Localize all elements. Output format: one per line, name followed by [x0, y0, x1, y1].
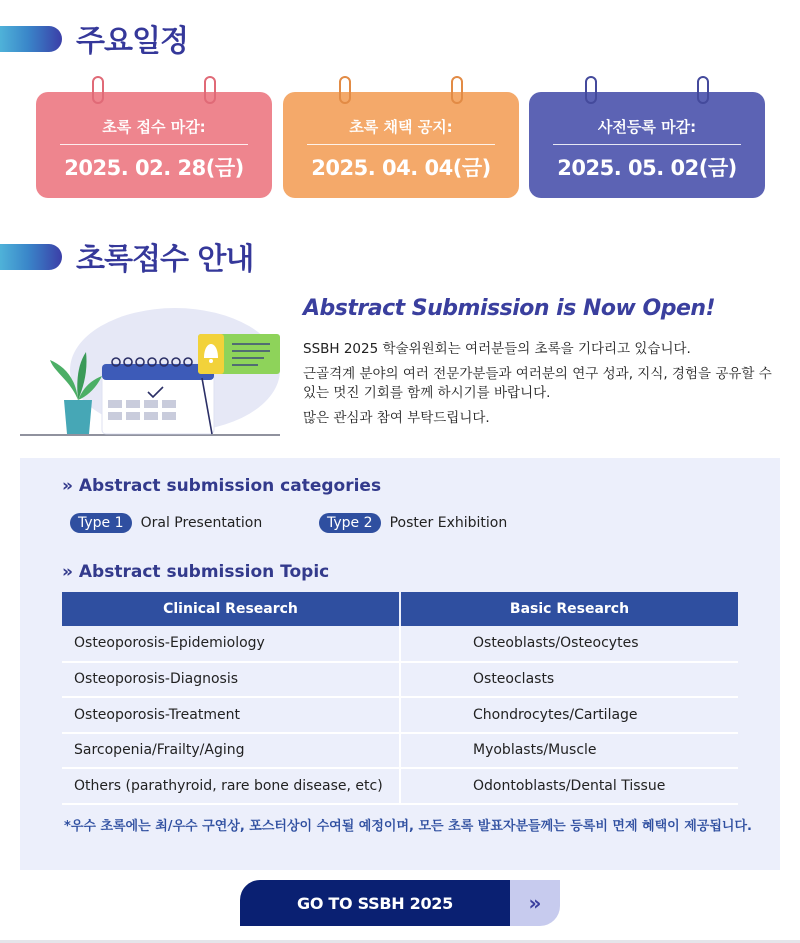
calendar-ring-icon	[585, 76, 597, 104]
card-label: 초록 접수 마감:	[102, 118, 206, 136]
intro-paragraph: 근골격계 분야의 여러 전문가분들과 여러분의 연구 성과, 지식, 경험을 공유할 수 있는 멋진 기회를 함께 하시기를 바랍니다.	[303, 366, 772, 401]
categories-heading: » Abstract submission categories	[62, 476, 382, 496]
calendar-illustration	[20, 300, 290, 440]
card-divider	[553, 144, 741, 145]
card-date: 2025. 05. 02(금)	[557, 156, 737, 180]
submission-title: 초록접수 안내	[76, 242, 254, 277]
card-label: 초록 채택 공지:	[349, 118, 453, 136]
table-row	[62, 768, 738, 804]
submission-info-box	[20, 458, 780, 870]
calendar-ring-icon	[92, 76, 104, 104]
type-text: Oral Presentation	[140, 515, 263, 531]
abstract-headline: Abstract Submission is Now Open!	[303, 296, 716, 321]
topics-table	[62, 592, 738, 805]
column-header-basic: Basic Research	[400, 592, 738, 626]
table-cell: Osteoblasts/Osteocytes	[400, 626, 738, 662]
table-cell: Osteoporosis-Epidemiology	[62, 626, 400, 662]
cta-label[interactable]: GO TO SSBH 2025	[240, 880, 510, 926]
topics-heading: » Abstract submission Topic	[62, 562, 330, 582]
category-item	[70, 512, 262, 533]
type-badge: Type 2	[319, 513, 381, 533]
section-accent-bar	[0, 244, 62, 270]
table-cell: Chondrocytes/Cartilage	[400, 697, 738, 733]
table-row	[62, 626, 738, 662]
intro-text	[303, 340, 773, 434]
table-cell: Odontoblasts/Dental Tissue	[400, 768, 738, 804]
table-cell: Others (parathyroid, rare bone disease, etc)	[62, 768, 400, 804]
schedule-section-header	[0, 14, 800, 58]
intro-paragraph: SSBH 2025 학술위원회는 여러분들의 초록을 기다리고 있습니다.	[303, 341, 691, 357]
schedule-title: 주요일정	[76, 24, 188, 59]
calendar-ring-icon	[204, 76, 216, 104]
table-cell: Osteoporosis-Diagnosis	[62, 662, 400, 698]
schedule-cards	[36, 78, 766, 200]
card-divider	[307, 144, 495, 145]
section-accent-bar	[0, 26, 62, 52]
go-to-ssbh-button[interactable]	[240, 880, 560, 926]
calendar-ring-icon	[697, 76, 709, 104]
table-cell: Osteoclasts	[400, 662, 738, 698]
card-divider	[60, 144, 248, 145]
calendar-ring-icon	[451, 76, 463, 104]
award-note: *우수 초록에는 최/우수 구연상, 포스터상이 수여될 예정이며, 모든 초록 발표자분들께는 등록비 면제 혜택이 제공됩니다.	[64, 819, 752, 834]
category-item	[319, 512, 507, 533]
card-date: 2025. 02. 28(금)	[64, 156, 244, 180]
deadline-card-acceptance	[283, 92, 519, 198]
column-header-clinical: Clinical Research	[62, 592, 400, 626]
type-text: Poster Exhibition	[389, 515, 508, 531]
table-cell: Myoblasts/Muscle	[400, 733, 738, 769]
table-header-row	[62, 592, 738, 626]
type-badge: Type 1	[70, 513, 132, 533]
table-row	[62, 697, 738, 733]
table-row	[62, 733, 738, 769]
deadline-card-abstract	[36, 92, 272, 198]
calendar-ring-icon	[339, 76, 351, 104]
card-date: 2025. 04. 04(금)	[311, 156, 491, 180]
double-chevron-right-icon[interactable]: »	[510, 880, 560, 926]
table-cell: Sarcopenia/Frailty/Aging	[62, 733, 400, 769]
table-cell: Osteoporosis-Treatment	[62, 697, 400, 733]
card-label: 사전등록 마감:	[597, 118, 697, 136]
intro-paragraph: 많은 관심과 참여 부탁드립니다.	[303, 410, 490, 426]
deadline-card-preregistration	[529, 92, 765, 198]
submission-section-header	[0, 232, 800, 276]
table-row	[62, 662, 738, 698]
